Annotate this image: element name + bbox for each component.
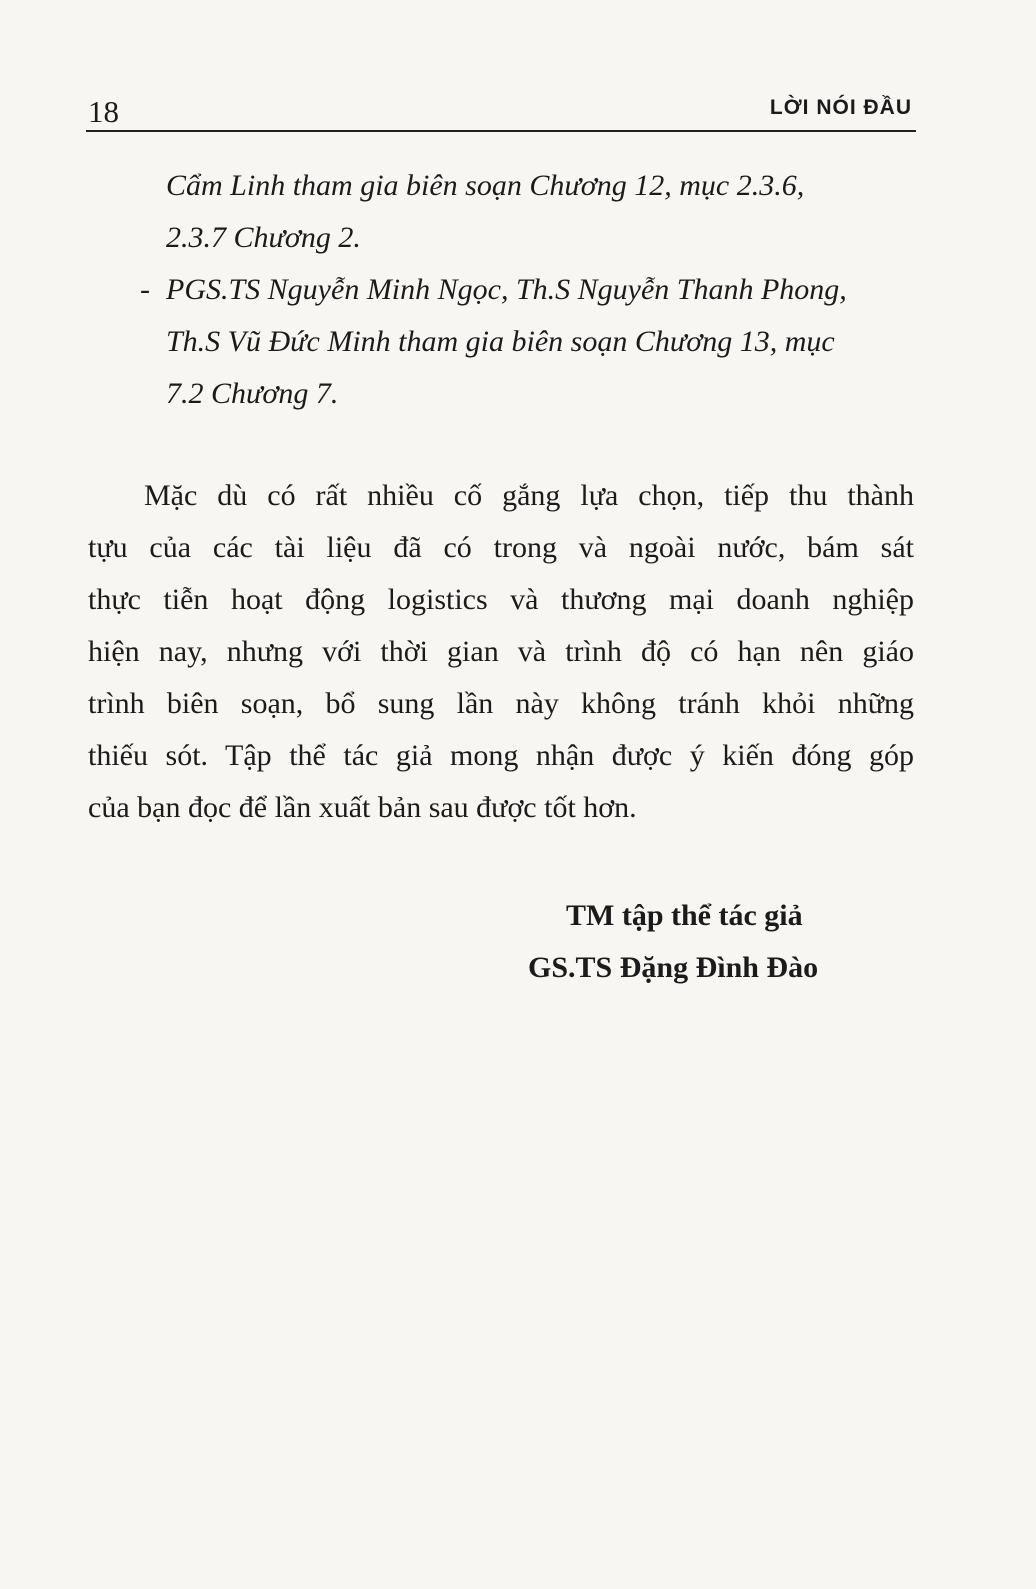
contributor-line: Cẩm Linh tham gia biên soạn Chương 12, mục 2.3.6, [166,169,805,202]
contributor-line: 7.2 Chương 7. [166,377,339,410]
signature-title: TM tập thể tác giả [566,899,803,932]
paragraph-line: hiện nay, nhưng với thời gian và trình độ có hạn nên giáo [88,635,914,668]
contributors-list [88,160,914,420]
paragraph-line: thiếu sót. Tập thể tác giả mong nhận được ý kiến đóng góp [88,739,914,772]
page-header [88,92,912,132]
contributor-line: PGS.TS Nguyễn Minh Ngọc, Th.S Nguyễn Thanh Phong, [166,273,847,306]
page-number: 18 [88,94,119,129]
running-head: LỜI NÓI ĐẦU [769,96,912,119]
signature-block [528,890,868,994]
paragraph-line: của bạn đọc để lần xuất bản sau được tốt hơn. [88,791,637,824]
contributor-bullet-line [88,264,914,316]
closing-paragraph [88,470,914,834]
contributor-line: Th.S Vũ Đức Minh tham gia biên soạn Chương 13, mục [166,325,835,358]
contributor-line: 2.3.7 Chương 2. [166,221,361,254]
paragraph-line: trình biên soạn, bổ sung lần này không tránh khỏi những [88,687,914,720]
header-rule [86,130,916,132]
bullet-dash: - [140,273,150,306]
paragraph-line: tựu của các tài liệu đã có trong và ngoài nước, bám sát [88,531,914,564]
paragraph-line: Mặc dù có rất nhiều cố gắng lựa chọn, tiếp thu thành [144,479,914,512]
signature-name: GS.TS Đặng Đình Đào [528,951,819,984]
paragraph-line: thực tiễn hoạt động logistics và thương mại doanh nghiệp [88,583,914,616]
